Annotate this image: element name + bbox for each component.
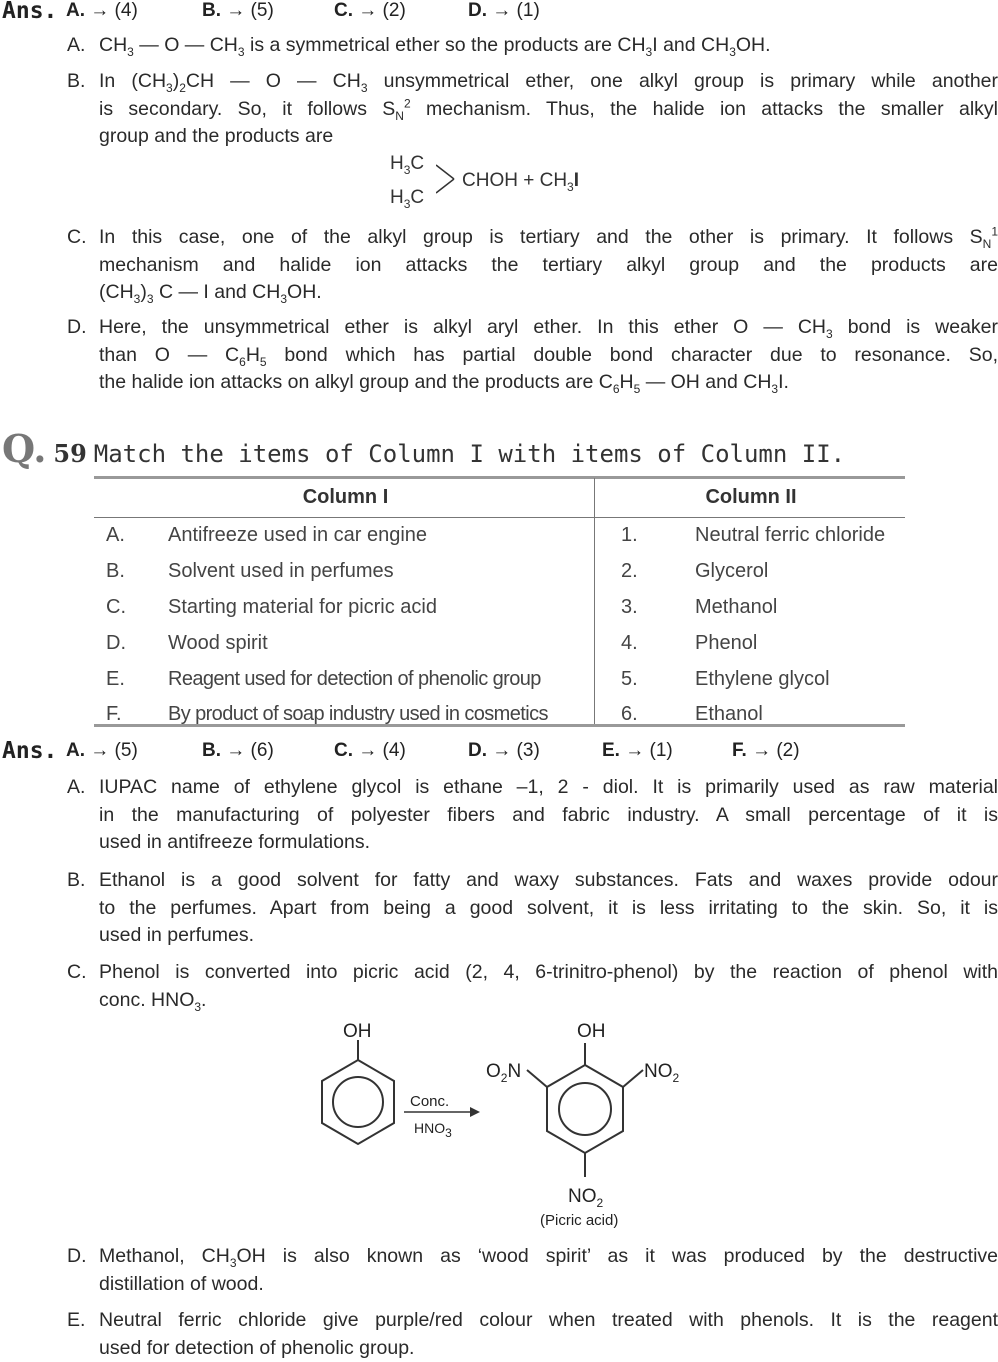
explanation-2e: E. Neutral ferric chloride give purple/red colour when treated with phenols. It is the reagent used for detection of phenolic group. [67,1309,998,1359]
explanation-2b: B. Ethanol is a good solvent for fatty and waxy substances. Fats and waxes provide odour to the perfumes. Apart from being a good solvent, it is less irritating to the skin. So, it is used in perfumes. [67,869,998,946]
reaction-structures [0,1015,998,1235]
no2-bottom-label: $NO_2$ [568,1186,604,1210]
reagent-hno3-label: $HNO_3$ [414,1120,452,1140]
table-row: F. By product of soap industry used in cosmetics 6. Ethanol [106,703,763,726]
answer-key: A. → (4) [66,0,138,21]
picric-oh-label: OH [577,1021,606,1042]
explanation-2d: D. Methanol, $CH_3OH$ is also known as ‘wood spirit’ as it was produced by the destructive distillation of wood. [67,1245,998,1295]
table-row: A. Antifreeze used in car engine 1. Neutral ferric chloride [106,524,886,547]
explanation-d: D. Here, the unsymmetrical ether is alkyl aryl ether. In this ether O — $CH_3$ bond is weaker than O — $C_6H_5$ bond which has partial double bond character due to resonance. So, the halide ion attacks on alkyl group and the products are $C_6H_5$ — OH and $CH_3I$. [67,316,998,396]
picric-acid-ring [527,1043,643,1177]
explanation-2c: C. Phenol is converted into picric acid (2, 4, 6-trinitro-phenol) by the reaction of phenol with conc. $HNO_3$. [67,961,998,1014]
methyl-group-bottom: $H_3C$ [390,187,425,211]
column-header-1: Column I [94,477,597,518]
no2-right-label: $NO_2$ [644,1061,680,1085]
question-number: 59 [53,439,87,468]
explanation-a: A. $CH_3$ — O — $CH_3$ is a symmetrical ether so the products are $CH_3I$ and $CH_3OH$. [67,34,771,59]
table-row: E. Reagent used for detection of phenolic group 5. Ethylene glycol [106,667,830,690]
answer-key: B. → (6) [202,740,274,761]
answer-key: F. → (2) [732,740,800,761]
o2n-label: $O_2N$ [486,1061,522,1085]
phenol-oh-label: OH [343,1021,372,1042]
question-text: Match the items of Column I with items of Column II. [93,440,846,468]
answer-key: C. → (2) [334,0,406,21]
question-marker: Q. [2,426,47,471]
methyl-group-top: $H_3C$ [390,153,425,177]
picric-acid-reaction [0,1015,998,1235]
match-table [94,477,905,733]
table-row: B. Solvent used in perfumes 2. Glycerol [106,560,769,583]
answer-label: Ans. [2,738,58,764]
answer-key: E. → (1) [602,740,673,761]
answer-key: B. → (5) [202,0,274,21]
chohi-text: CHOH + $CH_3I$ [462,170,580,194]
phenol-ring [322,1040,394,1144]
explanation-c: C. In this case, one of the alkyl group is tertiary and the other is primary. It follows $S_N^1$ mechanism and halide ion attacks the tertiary alkyl group and the products are $(CH_3)_3$ C — I and $CH_3OH$. [67,224,998,306]
question-heading [2,426,845,471]
answer-key: D. → (3) [468,740,540,761]
table-row: D. Wood spirit 4. Phenol [106,631,758,654]
explanation-b: B. In $(CH_3)_2CH$ — O — $CH_3$ unsymmetrical ether, one alkyl group is primary while another is secondary. So, it follows $S_N^2$ mechanism. Thus, the halide ion attacks the smaller alkyl group and the products are [67,70,998,147]
branch-bonds [436,159,456,199]
reagent-conc-label: Conc. [410,1093,450,1110]
column-header-2: Column II [597,477,905,518]
explanation-2a: A. IUPAC name of ethylene glycol is ethane –1, 2 - diol. It is primarily used as raw material in the manufacturing of polyester fibers and fabric industry. A small percentage of it is used in antifreeze formulations. [67,776,998,853]
picric-acid-caption: (Picric acid) [540,1212,619,1229]
table-row: C. Starting material for picric acid 3. Methanol [106,595,778,618]
answer-key: A. → (5) [66,740,138,761]
answer-label: Ans. [2,0,58,24]
answer-key: D. → (1) [468,0,540,21]
answer-key: C. → (4) [334,740,406,761]
